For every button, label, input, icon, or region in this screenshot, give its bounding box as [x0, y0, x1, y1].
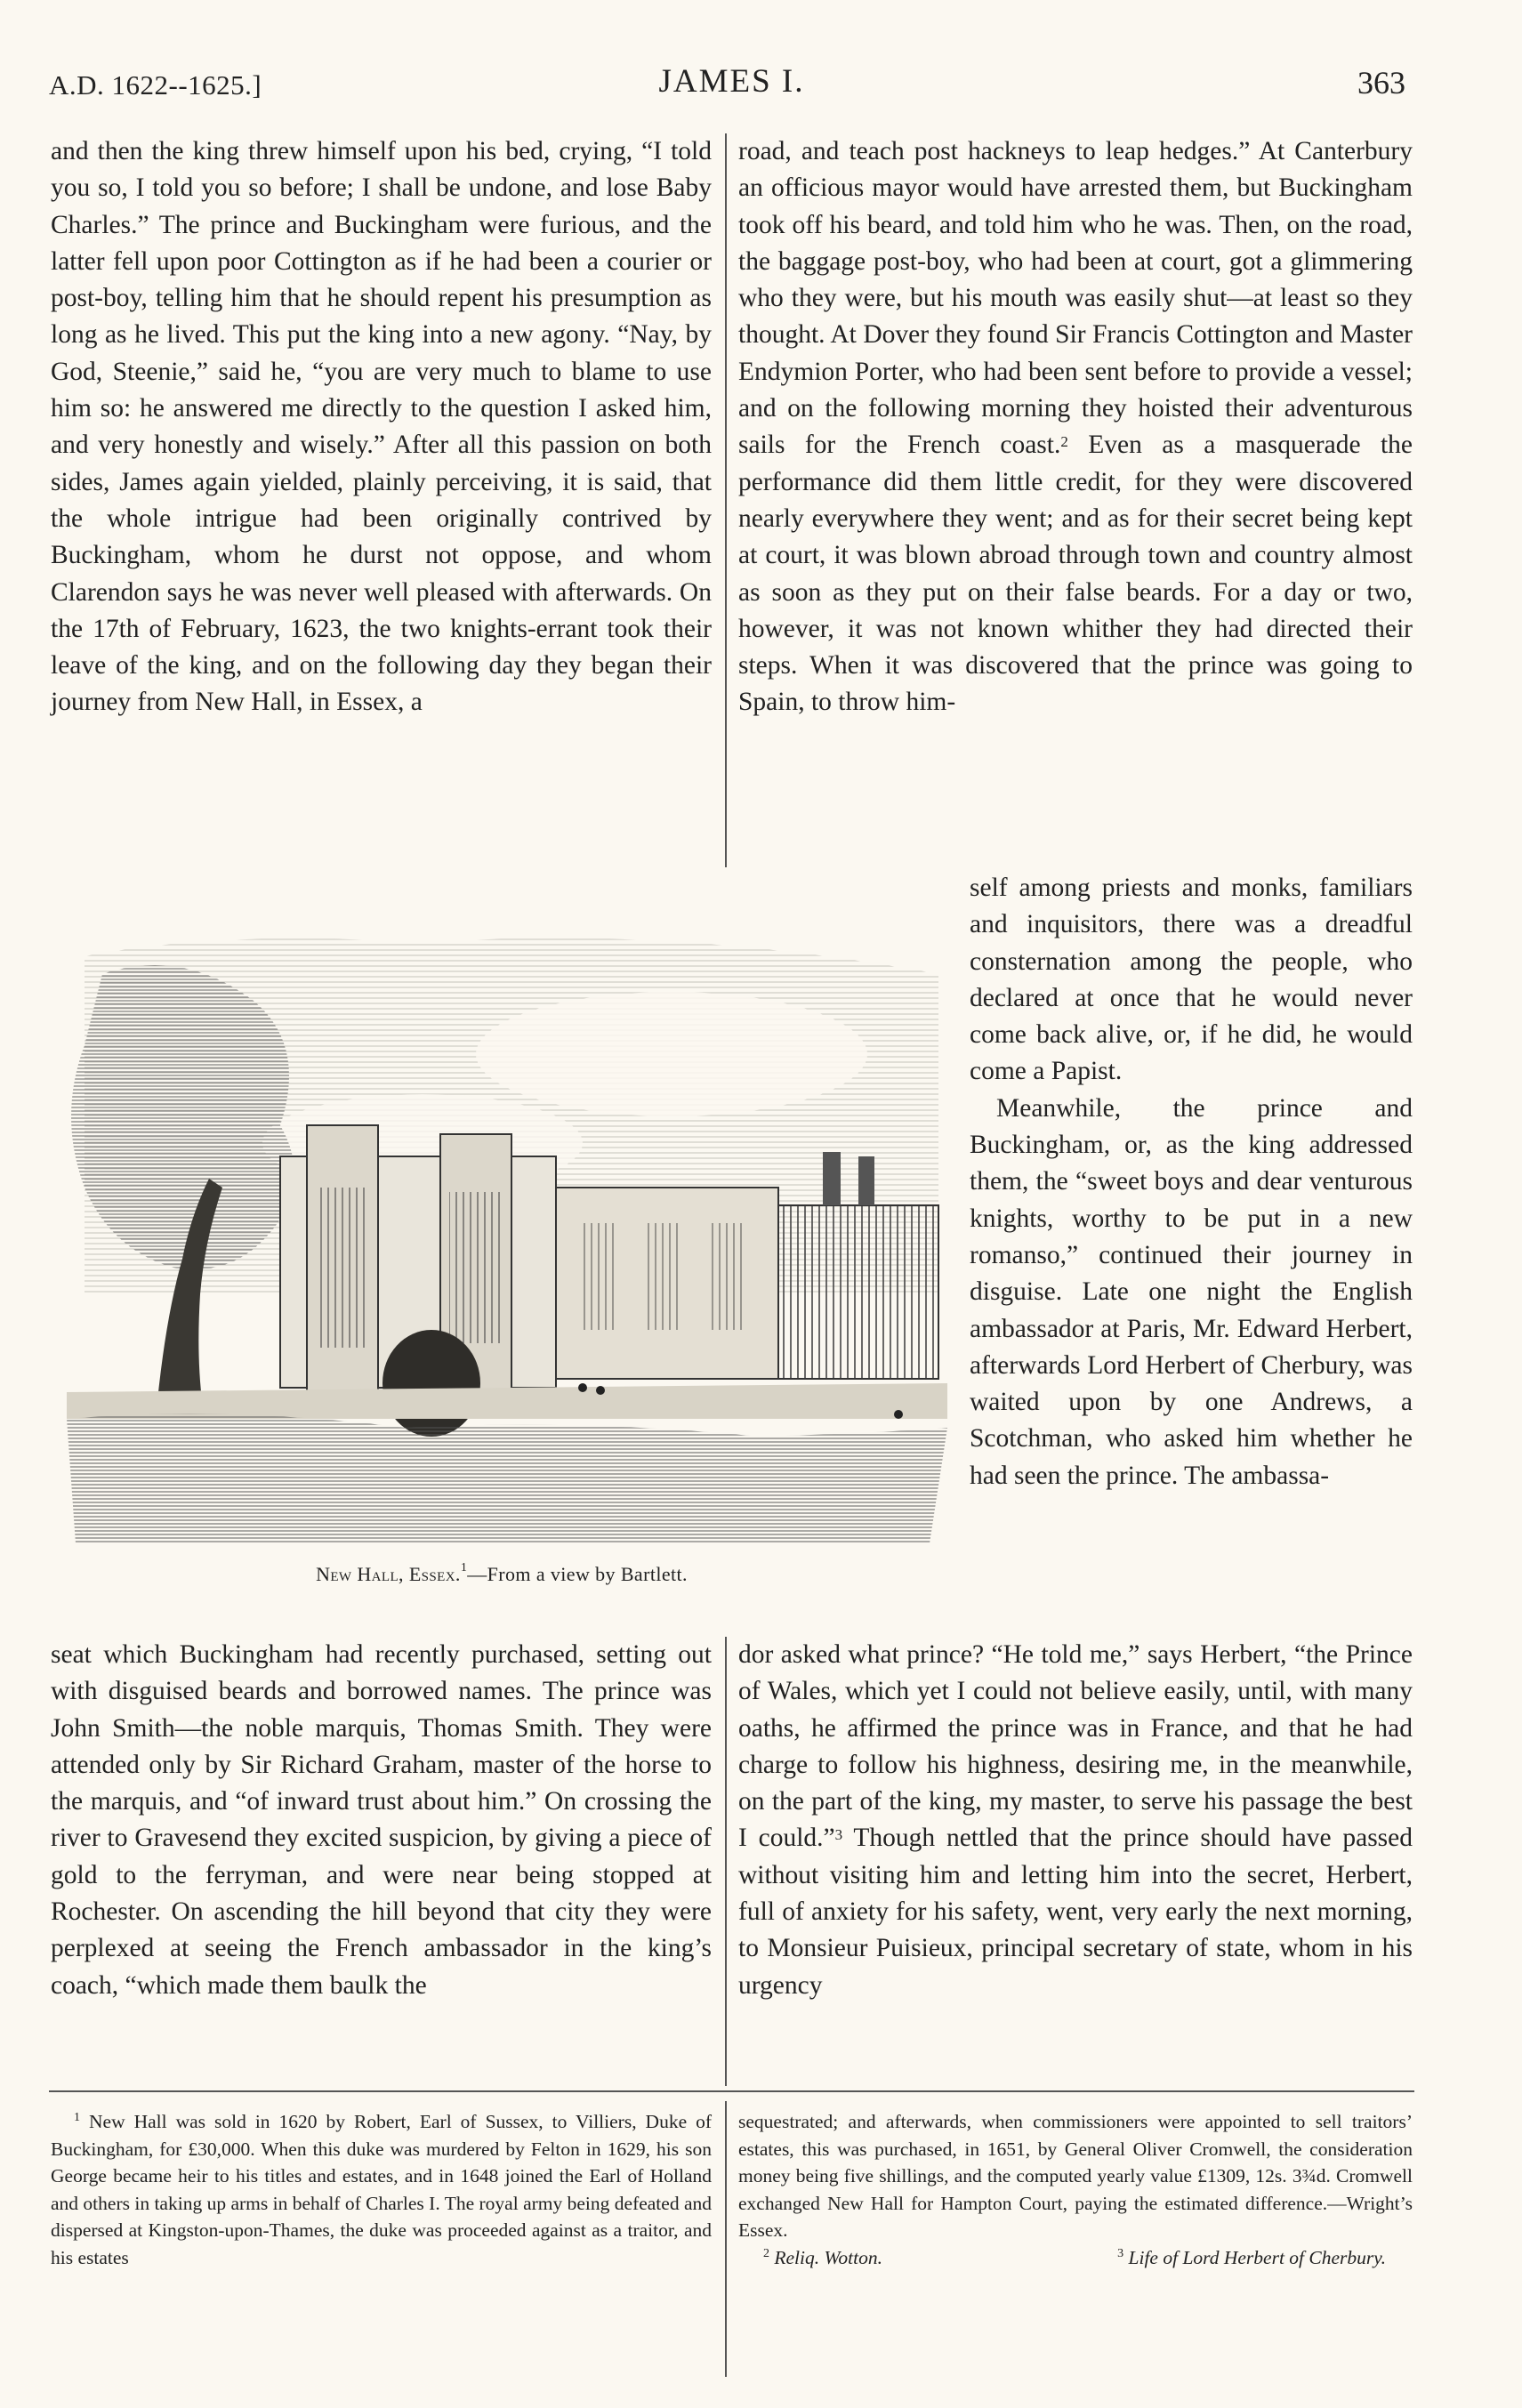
left-column-bottom [51, 1637, 712, 2004]
figure-person [578, 1383, 587, 1392]
figure-caption: New Hall, Essex.$^1$—From a view by Bartlett. [316, 1561, 688, 1585]
right-column-narrow [970, 870, 1413, 1494]
header-title: JAMES I. [658, 63, 805, 100]
paragraph: and then the king threw himself upon his bed, crying, “I told you so, I told you so before; I shall be undone, and lose Baby Charles.” The prince and Buckingham were furious, and the latter fell upon poor Cottington as if he had been a courier or post-boy, telling him that he should repent his presumption as long as he lived. This put the king into a new agony. “Nay, by God, Steenie,” said he, “you are very much to blame to use him so: he answered me directly to the question I asked him, and very honestly and wisely.” After all this passion on both sides, James again yielded, plainly perceiving, it is said, that the whole intrigue had been originally contrived by Buckingham, whom he durst not oppose, and whom Clarendon says he was never well pleased with afterwards. On the 17th of February, 1623, the two knights-errant took their leave of the king, and on the following day they began their journey from New Hall, in Essex, a [51, 137, 712, 717]
paragraph: road, and teach post hackneys to leap hedges.” At Canterbury an officious mayor would have arrested them, but Buckingham took off his beard, and told him who he was. Then, on the road, the baggage post-boy, who had been at court, got a glimmering who they were, but his mouth was easily shut—at least so they thought. At Dover they found Sir Francis Cottington and Master Endymion Porter, who had been sent before to provide a vessel; and on the following morning they hoisted their adventurous sails for the French coast.$^2$ Even as a masquerade the performance did them little credit, for they were discovered nearly everywhere they went; and as for their secret being kept at court, it was blown abroad through town and country almost as soon as they put on their false beards. For a day or two, however, it was not known whither they had directed their steps. When it was discovered that the prince was going to Spain, to throw him- [738, 137, 1413, 717]
paragraph: dor asked what prince? “He told me,” says Herbert, “the Prince of Wales, which yet I could not believe easily, until, with many oaths, he affirmed the prince was in France, and that he had charge to follow his highness, desiring me, in the meanwhile, on the part of the king, my master, to serve his passage the best I could.”$^3$ Though nettled that the prince should have passed without visiting him and letting him into the secret, Herbert, full of anxiety for his safety, went, very early the next morning, to Monsieur Puisieux, principal secretary of state, whom in his urgency [738, 1640, 1413, 2000]
footnote-1-continued: sequestrated; and afterwards, when commissioners were appointed to sell traitors’ estates, this was purchased, in 1651, by General Oliver Cromwell, the consideration money being five shillings, and the computed yearly value £1309, 12s. 3¾d. Cromwell exchanged New Hall for Hampton Court, paying the estimated difference.—Wright’s Essex. [738, 2111, 1413, 2241]
left-column-top [51, 133, 712, 721]
footnotes-2-3 [738, 2244, 1413, 2272]
column-divider-top [725, 133, 727, 867]
footnote-divider [725, 2101, 727, 2377]
footnote-marker: 3 [834, 1826, 843, 1844]
footnote-1: $^1$ New Hall was sold in 1620 by Robert, Earl of Sussex, to Villiers, Duke of Buckingham, for £30,000. When this duke was murdered by Felton in 1629, his son George became heir to his titles and estates, and in 1648 joined the Earl of Holland and others in taking up arms in behalf of Charles I. The royal army being defeated and dispersed at Kingston-upon-Thames, the duke was proceeded against as a traitor, and his estates [51, 2111, 713, 2268]
figure-person [894, 1410, 903, 1419]
footnotes-right [738, 2108, 1413, 2271]
footnote-2: $^2$ Reliq. Wotton. [763, 2246, 883, 2268]
cloud [476, 992, 867, 1116]
engraving-figure [49, 921, 954, 1585]
figure-person [596, 1386, 605, 1395]
paragraph: seat which Buckingham had recently purchased, setting out with disguised beards and borrowed names. The prince was John Smith—the noble marquis, Thomas Smith. They were attended only by Sir Richard Graham, master of the horse to the marquis, and “of inward trust about him.” On crossing the river to Gravesend they excited suspicion, by giving a piece of gold to the ferryman, and were near being stopped at Rochester. On ascending the hill beyond that city they were perplexed at seeing the French ambassador in the king’s coach, “which made them baulk the [51, 1640, 712, 2000]
right-column-top [738, 133, 1413, 721]
running-header [49, 59, 1414, 103]
foreground-shrubs [67, 1413, 947, 1543]
bush [383, 1330, 480, 1437]
paragraph: Meanwhile, the prince and Buckingham, or, as the king addressed them, the “sweet boys and dear venturous knights, worthy to be put in a new romanso,” continued their journey in disguise. Late one night the English ambassador at Paris, Mr. Edward Herbert, afterwards Lord Herbert of Cherbury, was waited upon by one Andrews, a Scotchman, who asked him whether he had seen the prince. The ambassa- [970, 1093, 1413, 1490]
header-date-range: A.D. 1622--1625.] [49, 69, 262, 101]
footnote-marker: 2 [1060, 433, 1068, 451]
right-column-bottom [738, 1637, 1413, 2004]
footnote-3: $^3$ Life of Lord Herbert of Cherbury. [1117, 2246, 1386, 2268]
new-hall-engraving [49, 921, 954, 1543]
footnote-rule [49, 2090, 1414, 2092]
paragraph: self among priests and monks, familiars and inquisitors, there was a dreadful consternation among the people, who declared at once that he would never come back alive, or, if he did, he would come a Papist. [970, 874, 1413, 1086]
page-number: 363 [1357, 65, 1405, 101]
footnotes-left [51, 2108, 712, 2271]
column-divider-bottom [725, 1637, 727, 2086]
